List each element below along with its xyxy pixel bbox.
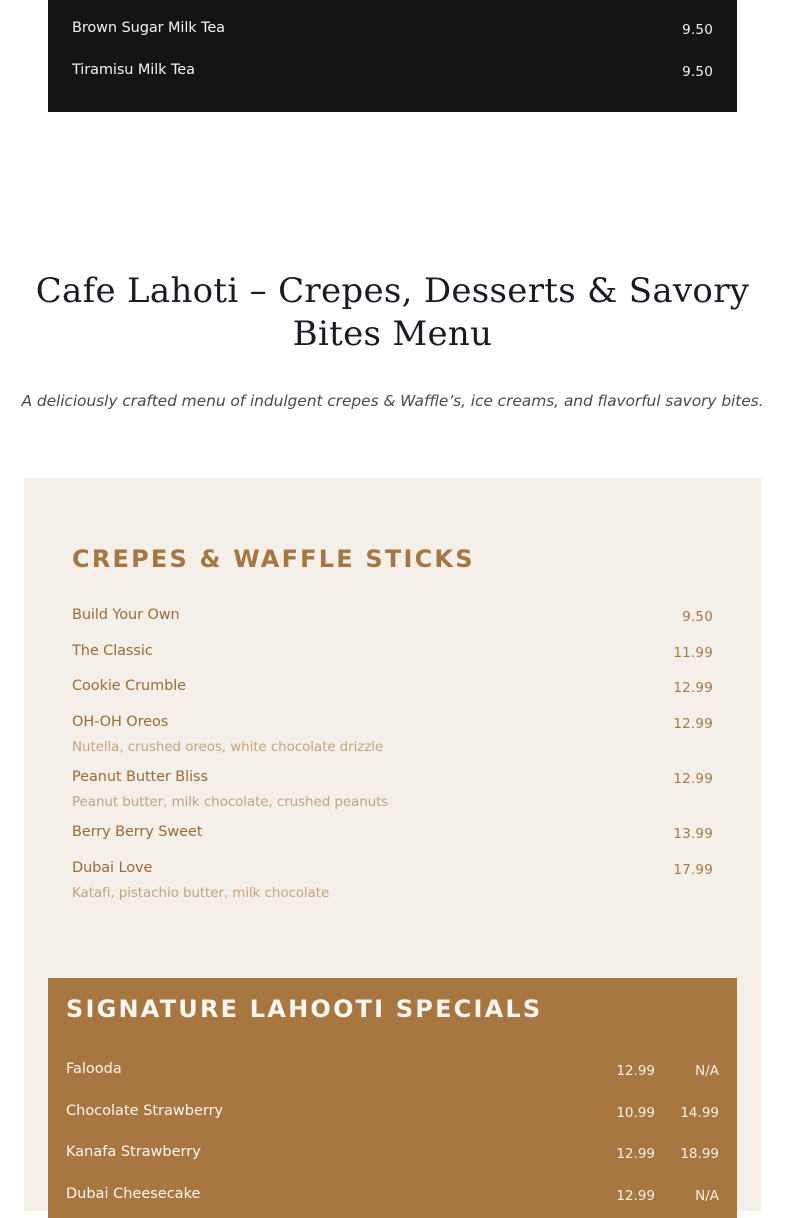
menu-item (48, 714, 737, 755)
item-price-small: 10.99 (616, 1105, 655, 1121)
item-name: Chocolate Strawberry (66, 1103, 224, 1119)
page-title: Cafe Lahoti – Crepes, Desserts & Savory Bites Menu (35, 271, 750, 354)
item-price: 12.99 (673, 680, 713, 696)
item-name: Cookie Crumble (72, 678, 186, 694)
menu-item (48, 824, 737, 848)
item-price: 12.99 (673, 771, 713, 787)
item-price: 13.99 (673, 826, 713, 842)
item-price-large: N/A (695, 1188, 719, 1204)
item-name: Tiramisu Milk Tea (72, 62, 195, 78)
item-name: Berry Berry Sweet (72, 824, 203, 840)
item-price: 9.50 (682, 22, 713, 38)
menu-item (48, 1103, 737, 1127)
item-name: Dubai Love (72, 860, 153, 876)
menu-item (48, 1061, 737, 1085)
item-name: OH-OH Oreos (72, 714, 169, 730)
page-subtitle: A deliciously crafted menu of indulgent crepes & Waffle’s, ice creams, and flavorful savory bites. (21, 392, 764, 410)
item-description: Katafi, pistachio butter, milk chocolate (72, 885, 330, 901)
item-price-large: 14.99 (680, 1105, 719, 1121)
item-price: 17.99 (673, 862, 713, 878)
menu-item (48, 769, 737, 810)
item-name: Kanafa Strawberry (66, 1144, 201, 1160)
item-price: 11.99 (673, 645, 713, 661)
item-description: Peanut butter, milk chocolate, crushed peanuts (72, 794, 389, 810)
item-price-large: 18.99 (680, 1146, 719, 1162)
specials-section (48, 978, 737, 1218)
menu-item (48, 643, 737, 667)
item-name: Brown Sugar Milk Tea (72, 20, 225, 36)
item-name: The Classic (72, 643, 153, 659)
item-name: Dubai Cheesecake (66, 1186, 201, 1202)
item-price: 9.50 (682, 609, 713, 625)
menu-item (48, 860, 737, 901)
item-name: Peanut Butter Bliss (72, 769, 208, 785)
item-price-small: 12.99 (616, 1188, 655, 1204)
item-name: Falooda (66, 1061, 122, 1077)
crepes-section (24, 478, 761, 1211)
item-price-small: 12.99 (616, 1063, 655, 1079)
section-heading: SIGNATURE LAHOOTI SPECIALS (66, 995, 543, 1023)
item-name: Build Your Own (72, 607, 180, 623)
menu-item (48, 1186, 737, 1210)
menu-item (48, 607, 737, 631)
menu-item (48, 678, 737, 702)
section-heading: CREPES & WAFFLE STICKS (72, 545, 475, 573)
item-price: 12.99 (673, 716, 713, 732)
menu-item (48, 1144, 737, 1168)
item-price-small: 12.99 (616, 1146, 655, 1162)
item-description: Nutella, crushed oreos, white chocolate drizzle (72, 739, 384, 755)
menu-item (48, 20, 737, 44)
milk-tea-section (48, 0, 737, 112)
item-price: 9.50 (682, 64, 713, 80)
menu-item (48, 62, 737, 86)
item-price-large: N/A (695, 1063, 719, 1079)
crepes-list (48, 478, 737, 918)
